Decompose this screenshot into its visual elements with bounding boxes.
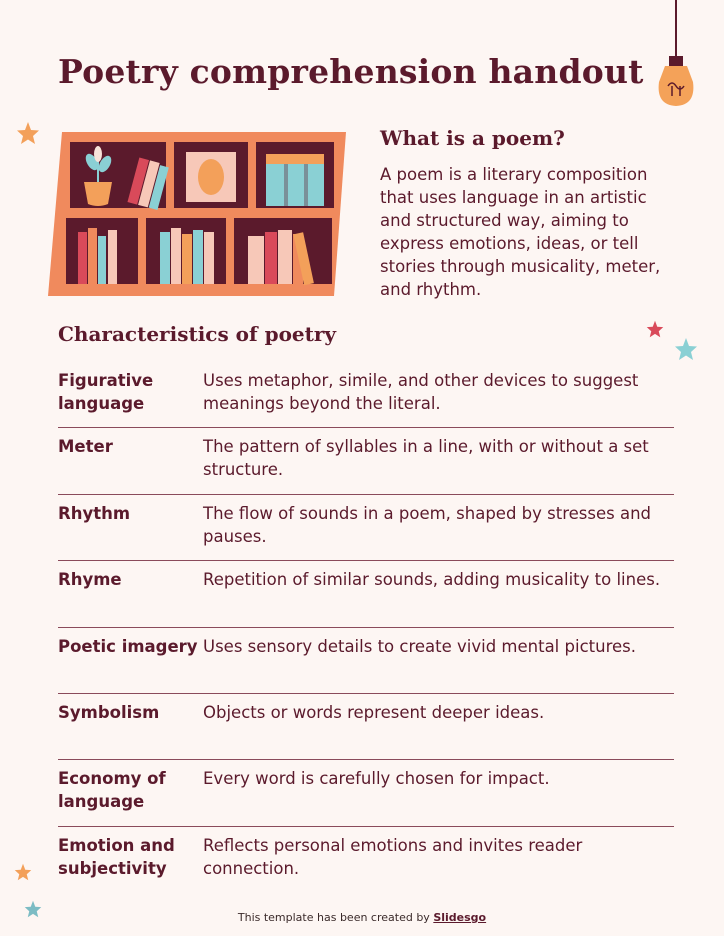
table-row (58, 827, 674, 893)
footer-text: This template has been created by (237, 911, 434, 924)
table-row (58, 760, 674, 826)
definition-cell: The flow of sounds in a poem, shaped by stresses and pauses. (203, 503, 652, 546)
table-row (58, 495, 674, 561)
definition-cell: Objects or words represent deeper ideas. (203, 702, 545, 722)
star-icon (674, 337, 698, 361)
table-row (58, 428, 674, 494)
characteristics-table (58, 362, 674, 893)
definition-cell: The pattern of syllables in a line, with or without a set structure. (203, 437, 649, 480)
term-cell: Symbolism (58, 702, 160, 722)
definition-cell: Reflects personal emotions and invites reader connection. (203, 835, 583, 878)
star-icon (646, 320, 664, 338)
intro-heading: What is a poem? (380, 126, 565, 150)
table-row (58, 362, 674, 428)
term-cell: Rhyme (58, 570, 122, 590)
footer-credit (0, 911, 724, 924)
page-title: Poetry comprehension handout (58, 52, 644, 91)
slidesgo-link[interactable]: Slidesgo (433, 911, 487, 924)
definition-cell: Uses metaphor, simile, and other devices to suggest meanings beyond the literal. (203, 371, 639, 413)
term-cell: Poetic imagery (58, 636, 198, 656)
light-bulb-icon (648, 0, 704, 112)
star-icon (14, 863, 32, 881)
term-cell: Economy of language (58, 769, 166, 812)
star-icon (16, 121, 40, 145)
term-cell: Rhythm (58, 503, 131, 523)
definition-cell: Repetition of similar sounds, adding musicality to lines. (203, 570, 661, 590)
table-row (58, 694, 674, 760)
table-row (58, 561, 674, 627)
definition-cell: Every word is carefully chosen for impact. (203, 769, 550, 789)
term-cell: Emotion and subjectivity (58, 835, 175, 878)
bookshelf-illustration (48, 132, 350, 296)
term-cell: Figurative language (58, 371, 154, 413)
characteristics-heading: Characteristics of poetry (58, 322, 337, 346)
intro-paragraph: A poem is a literary composition that uses language in an artistic and structured way, aiming to express emotions, ideas, or tell stories through musicality, meter, and rhythm. (380, 165, 661, 299)
table-row (58, 628, 674, 694)
definition-cell: Uses sensory details to create vivid mental pictures. (203, 636, 636, 656)
term-cell: Meter (58, 437, 113, 457)
